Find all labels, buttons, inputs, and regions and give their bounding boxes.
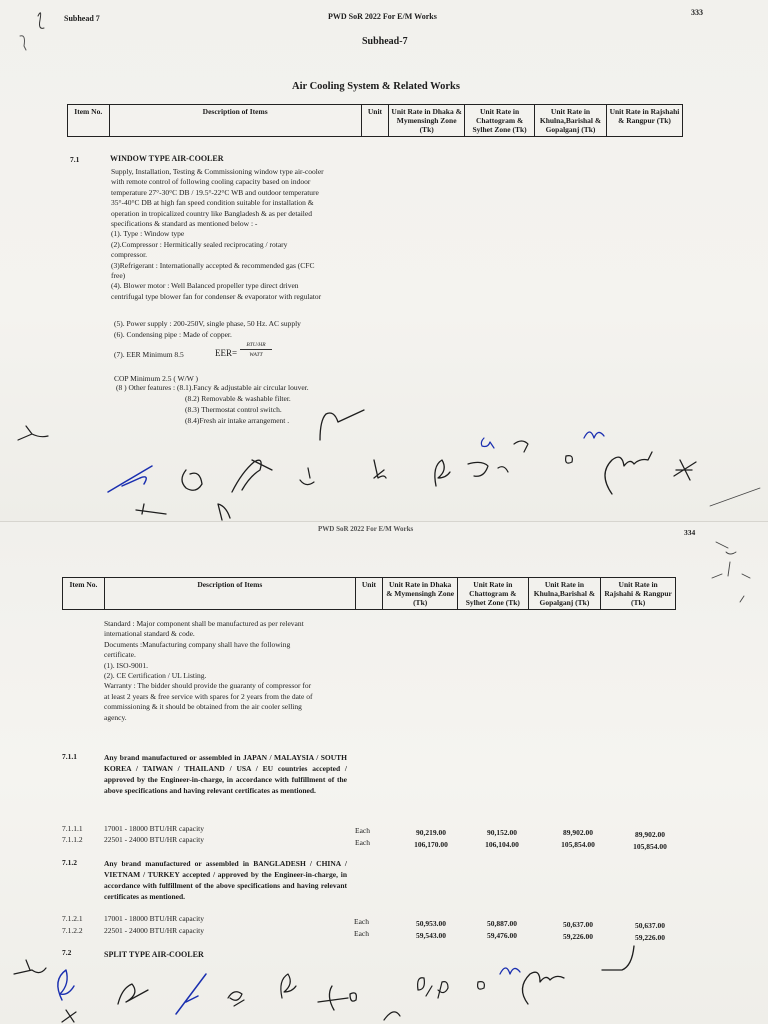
col-item-no: Item No. — [63, 578, 105, 610]
col-description: Description of Items — [104, 578, 355, 610]
item-title-7-1: WINDOW TYPE AIR-COOLER — [110, 154, 224, 163]
eer-formula: EER= — [215, 348, 238, 358]
desc-line: (2).Compressor : Hermitically sealed reciprocating / rotary — [111, 239, 288, 249]
desc-line: at least 2 years & free service with spares for 2 years from the date of — [104, 691, 313, 701]
rate-chattogram: 90,152.00 — [487, 828, 517, 837]
desc-line: Warranty : The bidder should provide the guaranty of compressor for — [104, 681, 312, 691]
rate-khulna: 59,226.00 — [563, 932, 593, 941]
desc-line: with remote control of following cooling capacity based on indoor — [111, 177, 311, 187]
col-rate-rajshahi: Unit Rate in Rajshahi & Rangpur (Tk) — [601, 578, 676, 610]
col-rate-chattogram: Unit Rate in Chattogram & Sylhet Zone (Tk) — [458, 578, 529, 610]
row-description: 22501 - 24000 BTU/HR capacity — [104, 926, 204, 935]
desc-line: Standard : Major component shall be manufactured as per relevant — [104, 619, 304, 628]
running-header: PWD SoR 2022 For E/M Works — [328, 12, 437, 21]
subhead-label: Subhead 7 — [64, 14, 100, 23]
power-supply: (5). Power supply : 200-250V, single phase, 50 Hz. AC supply — [114, 319, 301, 328]
rate-khulna: 89,902.00 — [563, 828, 593, 837]
rate-khulna: 105,854.00 — [561, 840, 595, 849]
item-7-1-2-text: Any brand manufactured or assembled in BANGLADESH / CHINA / VIETNAM / TURKEY accepted / approved by the Engineer-in-charge, in accordance with fulfillment of the above specifications and having relevant certificates as mentioned. — [104, 859, 347, 901]
desc-line: temperature 27°-30°C DB / 19.5°-22°C WB and outdoor temperature — [111, 187, 319, 197]
col-description: Description of Items — [109, 105, 361, 137]
rate-rajshahi: 50,637.00 — [635, 921, 665, 930]
desc-line: centrifugal type blower fan for condenser & evaporator with regulator — [111, 291, 322, 301]
feature-8-2: (8.2) Removable & washable filter. — [185, 394, 291, 403]
row-unit: Each — [354, 917, 369, 926]
page-number: 334 — [684, 528, 696, 537]
rate-dhaka: 106,170.00 — [414, 840, 448, 849]
col-rate-khulna: Unit Rate in Khulna,Barishal & Gopalganj (Tk) — [535, 105, 607, 137]
desc-line: (1). ISO-9001. — [104, 660, 148, 670]
row-unit: Each — [354, 929, 369, 938]
rate-rajshahi: 89,902.00 — [635, 830, 665, 839]
row-description: 17001 - 18000 BTU/HR capacity — [104, 914, 204, 923]
section-title: Air Cooling System & Related Works — [292, 81, 460, 92]
rate-chattogram: 59,476.00 — [487, 931, 517, 940]
item-number-7-1-1: 7.1.1 — [62, 752, 77, 761]
running-header: PWD SoR 2022 For E/M Works — [318, 525, 414, 533]
rate-rajshahi: 59,226.00 — [635, 933, 665, 942]
rate-chattogram: 50,887.00 — [487, 919, 517, 928]
desc-line: compressor. — [111, 250, 148, 260]
desc-line: 35°-40°C DB at high fan speed condition suitable for installation & — [111, 198, 314, 208]
desc-line: agency. — [104, 712, 127, 722]
row-description: 22501 - 24000 BTU/HR capacity — [104, 835, 204, 844]
item-7-1-1-text: Any brand manufactured or assembled in JAPAN / MALAYSIA / SOUTH KOREA / TAIWAN / THAILAND / USA / EU countries accepted / approved by the Engineer-in-charge, in accordance with fulfillment of the above specifications and having relevant certificates as mentioned. — [104, 753, 347, 795]
col-rate-khulna: Unit Rate in Khulna,Barishal & Gopalganj (Tk) — [528, 578, 601, 610]
row-unit: Each — [355, 838, 370, 847]
feature-8-3: (8.3) Thermostat control switch. — [185, 405, 282, 414]
col-unit: Unit — [361, 105, 388, 137]
row-unit: Each — [355, 826, 370, 835]
rate-dhaka: 50,953.00 — [416, 919, 446, 928]
desc-line: Documents :Manufacturing company shall have the following — [104, 639, 291, 649]
col-rate-dhaka: Unit Rate in Dhaka & Mymensingh Zone (Tk) — [383, 578, 458, 610]
rate-rajshahi: 105,854.00 — [633, 842, 667, 851]
cop-minimum: COP Minimum 2.5 ( W/W ) — [114, 374, 199, 383]
col-rate-dhaka: Unit Rate in Dhaka & Mymensingh Zone (Tk) — [389, 105, 465, 137]
eer-numerator: BTU/HR — [240, 342, 272, 350]
desc-line: specifications & standard as mentioned below : - — [111, 219, 258, 229]
row-item-no: 7.1.2.2 — [62, 926, 83, 935]
subhead-title: Subhead-7 — [362, 36, 408, 47]
desc-line: (4). Blower motor : Well Balanced propeller type direct driven — [111, 281, 299, 291]
item-number-7-1: 7.1 — [70, 155, 80, 164]
rate-dhaka: 90,219.00 — [416, 828, 446, 837]
feature-8-4: (8.4)Fresh air intake arrangement . — [185, 416, 290, 425]
item-number-7-2: 7.2 — [62, 948, 72, 957]
other-features: (8 ) Other features : (8.1).Fancy & adjustable air circular louver. — [116, 383, 309, 392]
rate-khulna: 50,637.00 — [563, 920, 593, 929]
row-item-no: 7.1.1.1 — [62, 824, 83, 833]
condensing-pipe: (6). Condensing pipe : Made of copper. — [114, 330, 232, 339]
col-unit: Unit — [355, 578, 383, 610]
page-334 — [0, 522, 768, 1024]
eer-denominator: WATT — [249, 352, 263, 358]
col-rate-chattogram: Unit Rate in Chattogram & Sylhet Zone (Tk) — [465, 105, 535, 137]
desc-line: Supply, Installation, Testing & Commissioning window type air-cooler — [111, 167, 324, 176]
desc-line: free) — [111, 271, 126, 281]
row-description: 17001 - 18000 BTU/HR capacity — [104, 824, 204, 833]
row-item-no: 7.1.1.2 — [62, 835, 83, 844]
item-number-7-1-2: 7.1.2 — [62, 858, 77, 867]
desc-line: commissioning & it should be obtained from the air cooler selling — [104, 702, 302, 712]
desc-line: (1). Type : Window type — [111, 229, 185, 239]
signatures-page-334 — [0, 522, 768, 1024]
page-number: 333 — [691, 8, 703, 17]
desc-line: (2). CE Certification / UL Listing. — [104, 671, 207, 681]
rate-dhaka: 59,543.00 — [416, 931, 446, 940]
row-item-no: 7.1.2.1 — [62, 914, 83, 923]
rate-chattogram: 106,104.00 — [485, 840, 519, 849]
desc-line: operation in tropicalized country like Bangladesh & as per detailed — [111, 208, 312, 218]
col-rate-rajshahi: Unit Rate in Rajshahi & Rangpur (Tk) — [606, 105, 682, 137]
desc-line: international standard & code. — [104, 629, 195, 639]
item-title-7-2: SPLIT TYPE AIR-COOLER — [104, 950, 204, 959]
desc-line: certificate. — [104, 650, 136, 660]
eer-minimum: (7). EER Minimum 8.5 — [114, 350, 184, 359]
col-item-no: Item No. — [68, 105, 110, 137]
desc-line: (3)Refrigerant : Internationally accepted & recommended gas (CFC — [111, 260, 315, 270]
